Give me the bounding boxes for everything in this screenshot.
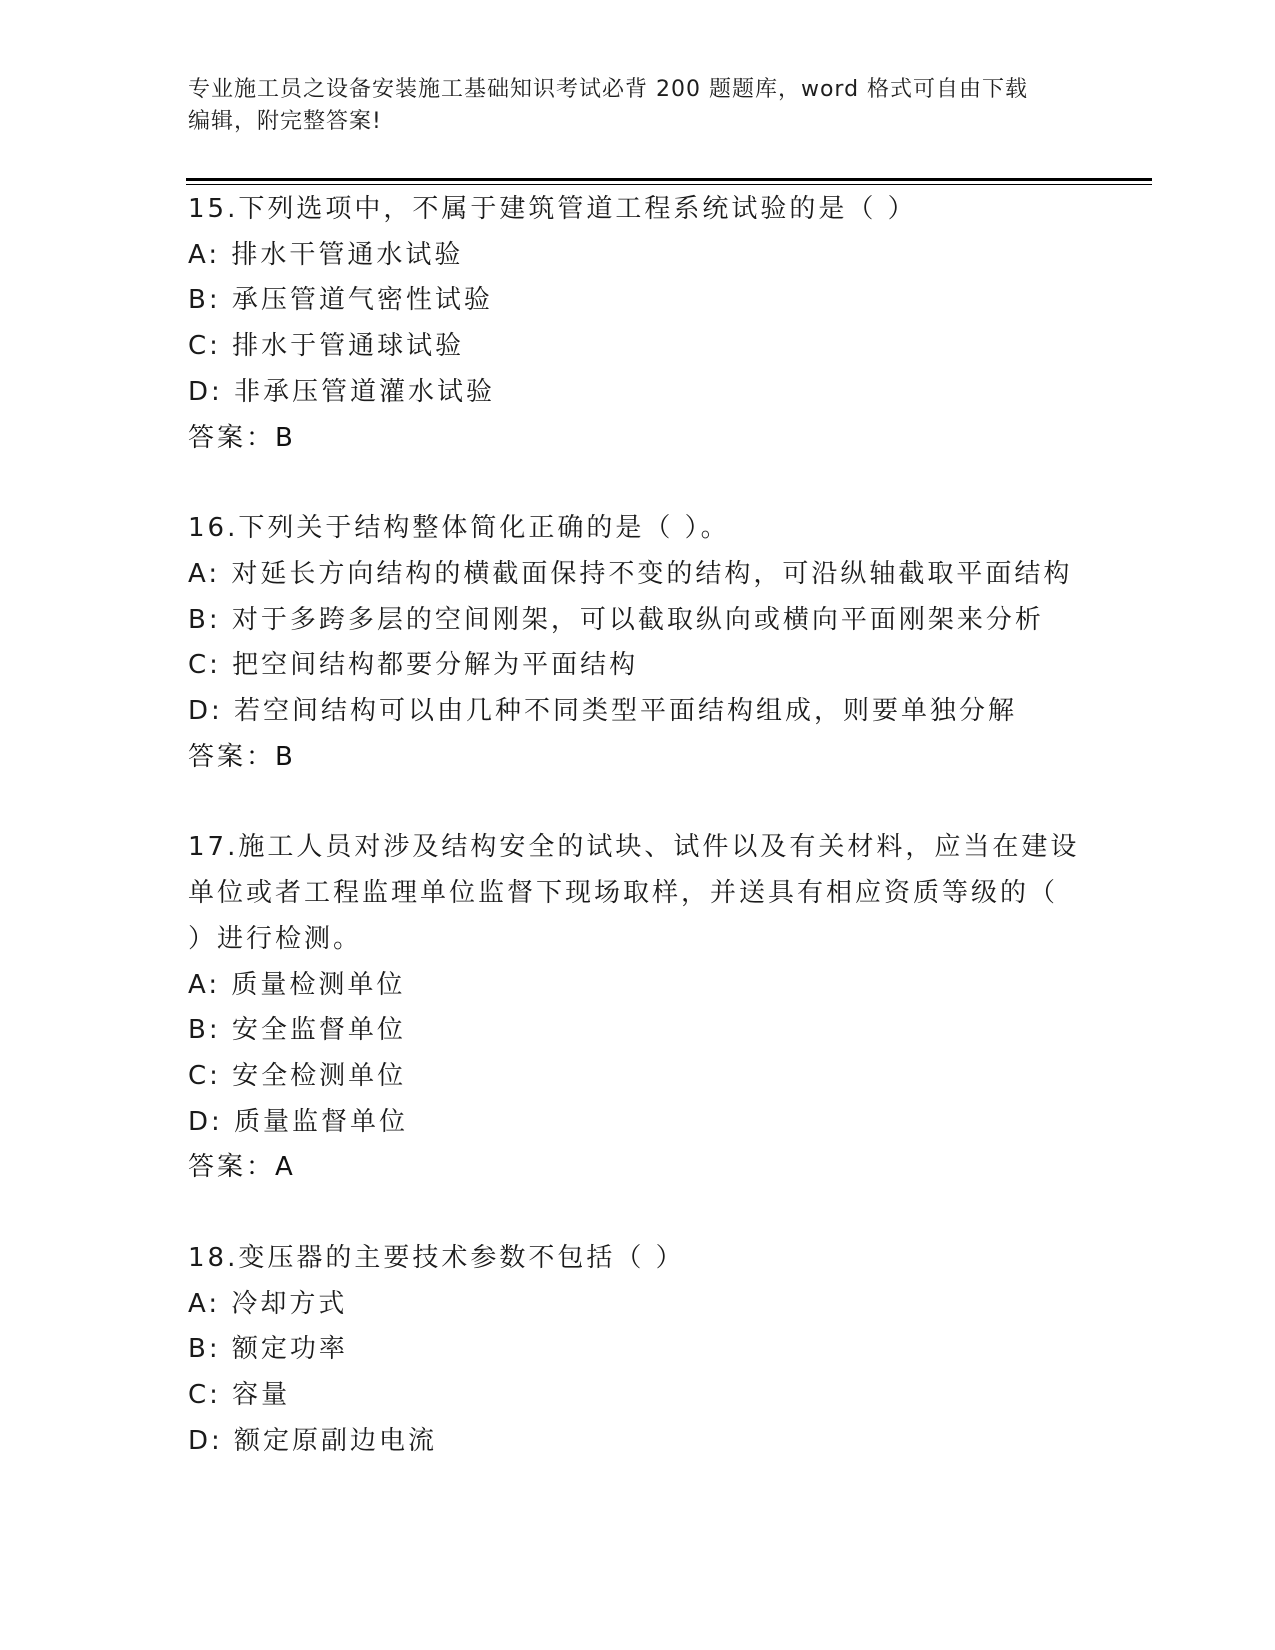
header-divider-thin: [186, 184, 1152, 185]
option-a: A: 冷却方式: [188, 1288, 348, 1319]
option-b: B: 安全监督单位: [188, 1015, 406, 1046]
answer-label: 答案：A: [188, 1152, 296, 1183]
option-a: A: 排水干管通水试验: [188, 239, 464, 270]
question-16: [188, 506, 1088, 780]
question-15: [188, 187, 1088, 461]
document-header: [188, 74, 1088, 138]
header-line: 编辑，附完整答案!: [188, 109, 382, 134]
question-text-line: 17.施工人员对涉及结构安全的试块、试件以及有关材料，应当在建设: [188, 832, 1080, 863]
option-d: D: 非承压管道灌水试验: [188, 376, 496, 407]
option-c: C: 容量: [188, 1380, 291, 1411]
option-a: A: 质量检测单位: [188, 969, 406, 1000]
option-d: D: 额定原副边电流: [188, 1425, 438, 1456]
question-text: [188, 825, 1088, 962]
question-list: [188, 187, 1088, 1510]
option-b: B: 承压管道气密性试验: [188, 285, 493, 316]
question-text: [188, 187, 1088, 233]
question-text-line: 15.下列选项中，不属于建筑管道工程系统试验的是（ ）: [188, 194, 917, 224]
question-text-line: 18.变压器的主要技术参数不包括（ ）: [188, 1243, 685, 1274]
option-d: D: 质量监督单位: [188, 1106, 409, 1137]
question-text-line: ）进行检测。: [188, 923, 363, 954]
answer-label: 答案：B: [188, 741, 296, 772]
header-divider-thick: [186, 178, 1152, 181]
question-text-line: 16.下列关于结构整体简化正确的是（ ）。: [188, 513, 730, 544]
option-d: D: 若空间结构可以由几种不同类型平面结构组成，则要单独分解: [188, 696, 1018, 727]
question-text: [188, 1236, 1088, 1282]
option-c: C: 安全检测单位: [188, 1060, 407, 1091]
question-text-line: 单位或者工程监理单位监督下现场取样，并送具有相应资质等级的（: [188, 878, 1059, 909]
question-18: [188, 1236, 1088, 1465]
question-17: [188, 825, 1088, 1191]
header-line: 专业施工员之设备安装施工基础知识考试必背 200 题题库，word 格式可自由下载: [188, 77, 1029, 102]
option-b: B: 对于多跨多层的空间刚架，可以截取纵向或横向平面刚架来分析: [188, 604, 1044, 635]
answer-label: 答案：B: [188, 422, 296, 453]
option-c: C: 排水于管通球试验: [188, 331, 465, 362]
question-text: [188, 506, 1088, 552]
option-c: C: 把空间结构都要分解为平面结构: [188, 650, 639, 681]
option-a: A: 对延长方向结构的横截面保持不变的结构，可沿纵轴截取平面结构: [188, 558, 1073, 589]
option-b: B: 额定功率: [188, 1334, 348, 1365]
